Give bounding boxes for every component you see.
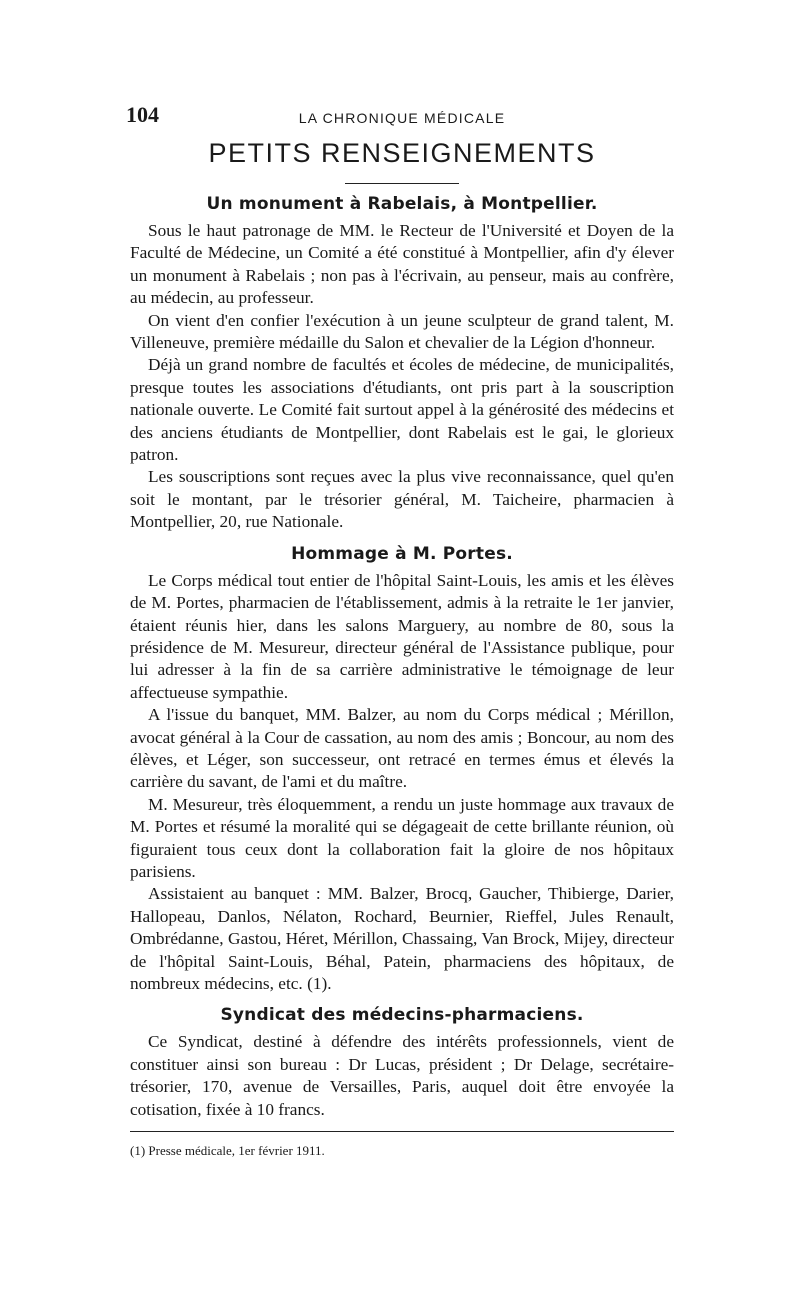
journal-title: LA CHRONIQUE MÉDICALE	[298, 110, 506, 126]
paragraph: On vient d'en confier l'exécution à un jeune sculpteur de grand talent, M. Villeneuve, première médaille du Salon et chevalier de la Légion d'honneur.	[130, 310, 674, 353]
section-syndicat	[130, 1005, 674, 1121]
paragraph: A l'issue du banquet, MM. Balzer, au nom du Corps médical ; Mérillon, avocat général à la Cour de cassation, au nom des amis ; Boncour, au nom des élèves, et Léger, son successeur, ont retracé en termes émus et élevés la carrière du savant, de l'ami et du maître.	[130, 705, 674, 792]
footnote-divider	[130, 1131, 674, 1132]
section-heading: Hommage à M. Portes.	[291, 543, 513, 564]
section-rabelais-monument	[130, 194, 674, 534]
section-heading: Syndicat des médecins-pharmaciens.	[220, 1005, 584, 1026]
paragraph: Sous le haut patronage de MM. le Recteur de l'Université et Doyen de la Faculté de Médecine, un Comité a été constitué à Montpellier, afin d'y élever un monument à Rabelais ; non pas à l'écrivain, au penseur, mais au confrère, au médecin, au professeur.	[130, 221, 674, 308]
footnote: (1) Presse médicale, 1er février 1911.	[130, 1143, 325, 1159]
page-title: PETITS RENSEIGNEMENTS	[208, 138, 596, 168]
paragraph: Ce Syndicat, destiné à défendre des intérêts professionnels, vient de constituer ainsi son bureau : Dr Lucas, président ; Dr Delage, secrétaire-trésorier, 170, avenue de Versailles, Paris, auquel doit être envoyée la cotisation, fixée à 10 francs.	[130, 1032, 674, 1119]
section-heading: Un monument à Rabelais, à Montpellier.	[206, 194, 598, 214]
running-head	[126, 100, 674, 130]
paragraph: Assistaient au banquet : MM. Balzer, Brocq, Gaucher, Thibierge, Darier, Hallopeau, Danlos, Nélaton, Rochard, Beurnier, Rieffel, Jules Renault, Ombrédanne, Gastou, Héret, Mérillon, Chassaing, Van Brock, Mijey, directeur de l'hôpital Saint-Louis, Béhal, Patein, pharmaciens des hôpitaux, de nombreux médecins, etc. (1).	[130, 884, 674, 993]
paragraph: Le Corps médical tout entier de l'hôpital Saint-Louis, les amis et les élèves de M. Portes, pharmacien de l'établissement, admis à la retraite le 1er janvier, étaient réunis hier, dans les salons Marguery, au nombre de 80, sous la présidence de M. Mesureur, directeur général de l'Assistance publique, pour lui adresser à la fin de sa carrière administrative le témoignage de leur affectueuse sympathie.	[130, 570, 674, 702]
section-hommage-portes	[130, 544, 674, 996]
page-number: 104	[126, 102, 159, 127]
paragraph: M. Mesureur, très éloquemment, a rendu un juste hommage aux travaux de M. Portes et résumé la moralité qui se dégageait de cette brillante réunion, où figuraient tous ceux dont la collaboration fait la gloire de nos hôpitaux parisiens.	[130, 794, 674, 881]
title-divider	[345, 183, 459, 184]
paragraph: Les souscriptions sont reçues avec la plus vive reconnaissance, quel qu'en soit le montant, par le trésorier général, M. Taicheire, pharmacien à Montpellier, 20, rue Nationale.	[130, 467, 674, 532]
paragraph: Déjà un grand nombre de facultés et écoles de médecine, de municipalités, presque toutes les associations d'étudiants, ont pris part à la souscription nationale ouverte. Le Comité fait surtout appel à la générosité des médecins et des anciens étudiants de Montpellier, dont Rabelais est le gai, le glorieux patron.	[130, 355, 674, 465]
document-page	[126, 100, 674, 1162]
